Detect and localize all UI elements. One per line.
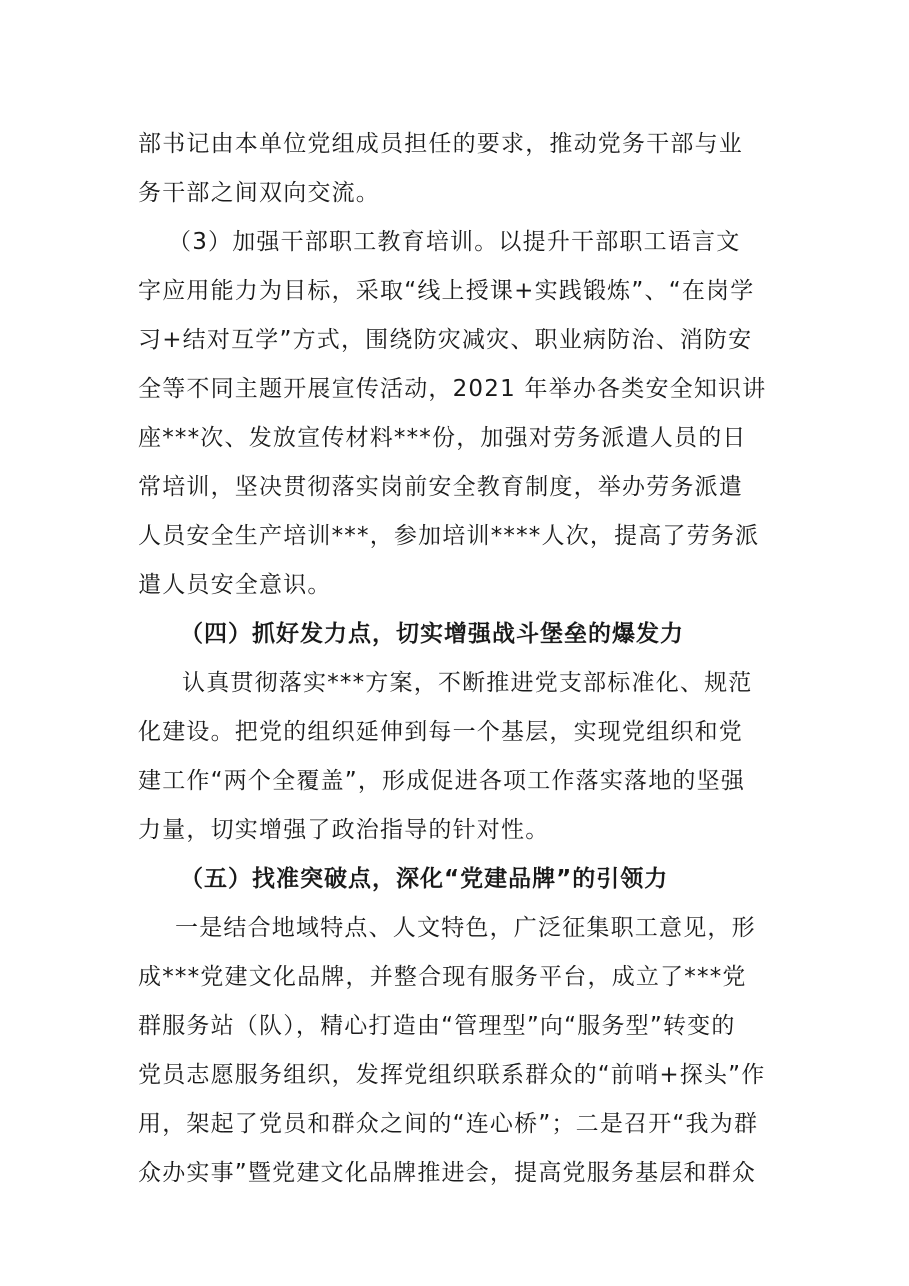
paragraph-line: 部书记由本单位党组成员担任的要求，推动党务干部与业 xyxy=(138,131,743,157)
paragraph-line: 全等不同主题开展宣传活动，2021 年举办各类安全知识讲 xyxy=(138,376,767,402)
section-heading-4: （四）抓好发力点，切实增强战斗堡垒的爆发力 xyxy=(180,621,684,647)
paragraph-line: 遣人员安全意识。 xyxy=(138,572,332,598)
paragraph-line: 化建设。把党的组织延伸到每一个基层，实现党组织和党 xyxy=(138,719,743,745)
paragraph-line: 常培训，坚决贯彻落实岗前安全教育制度，举办劳务派遣 xyxy=(138,474,743,500)
paragraph-line: 习+结对互学”方式，围绕防灾减灾、职业病防治、消防安 xyxy=(138,327,753,353)
paragraph-line: 成***党建文化品牌，并整合现有服务平台，成立了***党 xyxy=(138,964,747,990)
paragraph-line: 力量，切实增强了政治指导的针对性。 xyxy=(138,817,550,843)
paragraph-line: 务干部之间双向交流。 xyxy=(138,180,380,206)
paragraph-line: 一是结合地域特点、人文特色，广泛征集职工意见，形 xyxy=(175,915,756,941)
paragraph-line: 用，架起了党员和群众之间的“连心桥”；二是召开“我为群 xyxy=(138,1111,759,1137)
paragraph-line: 群服务站（队），精心打造由“管理型”向“服务型”转变的 xyxy=(138,1013,736,1039)
paragraph-line: 座***次、发放宣传材料***份，加强对劳务派遣人员的日 xyxy=(138,425,747,451)
paragraph-line: （3）加强干部职工教育培训。以提升干部职工语言文 xyxy=(168,229,741,255)
paragraph-line: 人员安全生产培训***，参加培训****人次，提高了劳务派 xyxy=(138,523,760,549)
paragraph-line: 党员志愿服务组织，发挥党组织联系群众的“前哨+探头”作 xyxy=(138,1062,766,1088)
paragraph-line: 字应用能力为目标，采取“线上授课+实践锻炼”、“在岗学 xyxy=(138,278,755,304)
paragraph-line: 建工作“两个全覆盖”，形成促进各项工作落实落地的坚强 xyxy=(138,768,746,794)
paragraph-line: 认真贯彻落实***方案，不断推进党支部标准化、规范 xyxy=(182,670,753,696)
section-heading-5: （五）找准突破点，深化“党建品牌”的引领力 xyxy=(180,866,669,892)
paragraph-line: 众办实事”暨党建文化品牌推进会，提高党服务基层和群众 xyxy=(138,1160,757,1186)
